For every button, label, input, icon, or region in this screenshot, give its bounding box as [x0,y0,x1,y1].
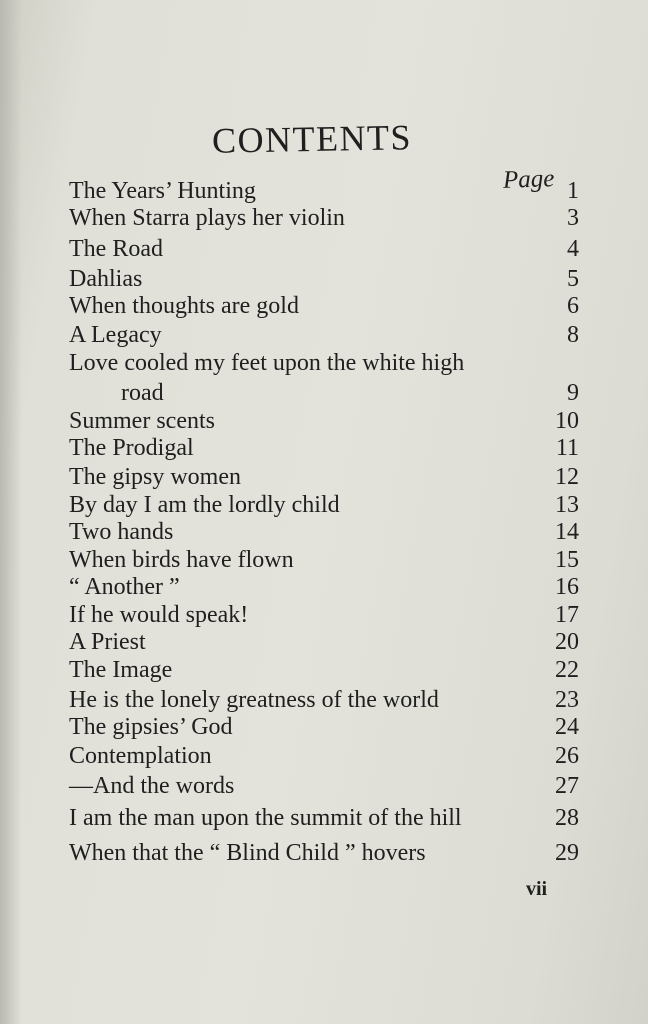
toc-entry-page: 24 [555,714,579,740]
toc-entry [69,320,599,350]
toc-entry [69,803,599,833]
toc-entry-page: 26 [555,743,579,769]
toc-entry [69,490,599,520]
toc-entry [69,771,599,801]
toc-entry-title: By day I am the lordly child [69,492,340,518]
toc-entry-page: 20 [555,629,579,655]
toc-entry-page: 6 [567,293,579,319]
toc-entry-title: Dahlias [69,266,143,292]
toc-entry-page: 10 [555,408,579,434]
toc-entry-page: 23 [555,687,579,713]
toc-entry [69,685,599,715]
toc-entry-title: The Image [69,657,173,683]
toc-entry-page: 17 [555,602,579,628]
toc-entry-title: Contemplation [69,743,212,769]
toc-entry-page: 4 [567,236,579,262]
toc-entry-title: The gipsies’ God [69,714,233,740]
toc-entry-page: 22 [555,657,579,683]
toc-entry-title: I am the man upon the summit of the hill [69,805,462,831]
toc-entry-page: 27 [555,773,579,799]
toc-entry-page: 9 [567,380,579,406]
toc-entry [69,234,599,264]
toc-entry-title: —And the words [69,773,235,799]
toc-entry-title: Love cooled my feet upon the white high [69,350,465,376]
toc-entry-continuation [69,378,599,408]
toc-entry-page: 8 [567,322,579,348]
toc-entry [69,264,599,294]
toc-entry-title: The Prodigal [69,435,194,461]
toc-entry [69,203,599,233]
toc-entry-title: road [121,380,164,406]
toc-entry-page: 3 [567,205,579,231]
toc-entry-title: When thoughts are gold [69,293,299,319]
toc-entry-title: The Years’ Hunting [69,178,256,204]
toc-entry-page: 15 [555,547,579,573]
toc-entry-title: Two hands [69,519,174,545]
page-title: CONTENTS [211,117,413,161]
toc-entry-title: When Starra plays her violin [69,205,345,231]
toc-entry-title: The gipsy women [69,464,241,490]
toc-entry-title: A Legacy [69,322,162,348]
toc-entry-title: He is the lonely greatness of the world [69,687,439,713]
toc-entry [69,291,599,321]
toc-entry-title: The Road [69,236,163,262]
toc-entry [69,572,599,602]
toc-entry [69,517,599,547]
toc-entry [69,462,599,492]
folio-page-number: vii [526,878,548,900]
toc-entry-title: A Priest [69,629,146,655]
toc-entry-page: 12 [555,464,579,490]
toc-entry-title: If he would speak! [69,602,249,628]
toc-entry [69,712,599,742]
toc-entry-page: 28 [555,805,579,831]
toc-entry-page: 11 [555,435,579,461]
page-column-label: Page [502,165,555,194]
toc-entry-page: 16 [555,574,579,600]
toc-entry-page: 5 [567,266,579,292]
toc-entry-page: 14 [555,519,579,545]
toc-entry-title: When birds have flown [69,547,294,573]
toc-entry [69,545,599,575]
spine-shadow [0,0,22,1024]
toc-entry-title: Summer scents [69,408,215,434]
toc-entry [69,406,599,436]
toc-entry-page: 13 [555,492,579,518]
toc-entry [69,348,599,378]
toc-entry [69,176,599,206]
toc-entry [69,838,599,868]
toc-entry-title: “ Another ” [69,574,180,600]
toc-entry-title: When that the “ Blind Child ” hovers [69,840,426,866]
toc-entry [69,741,599,771]
toc-entry [69,433,599,463]
toc-entry [69,600,599,630]
toc-entry [69,655,599,685]
toc-entry-page: 29 [555,840,579,866]
toc-entry [69,627,599,657]
toc-entry-page: 1 [567,178,579,204]
